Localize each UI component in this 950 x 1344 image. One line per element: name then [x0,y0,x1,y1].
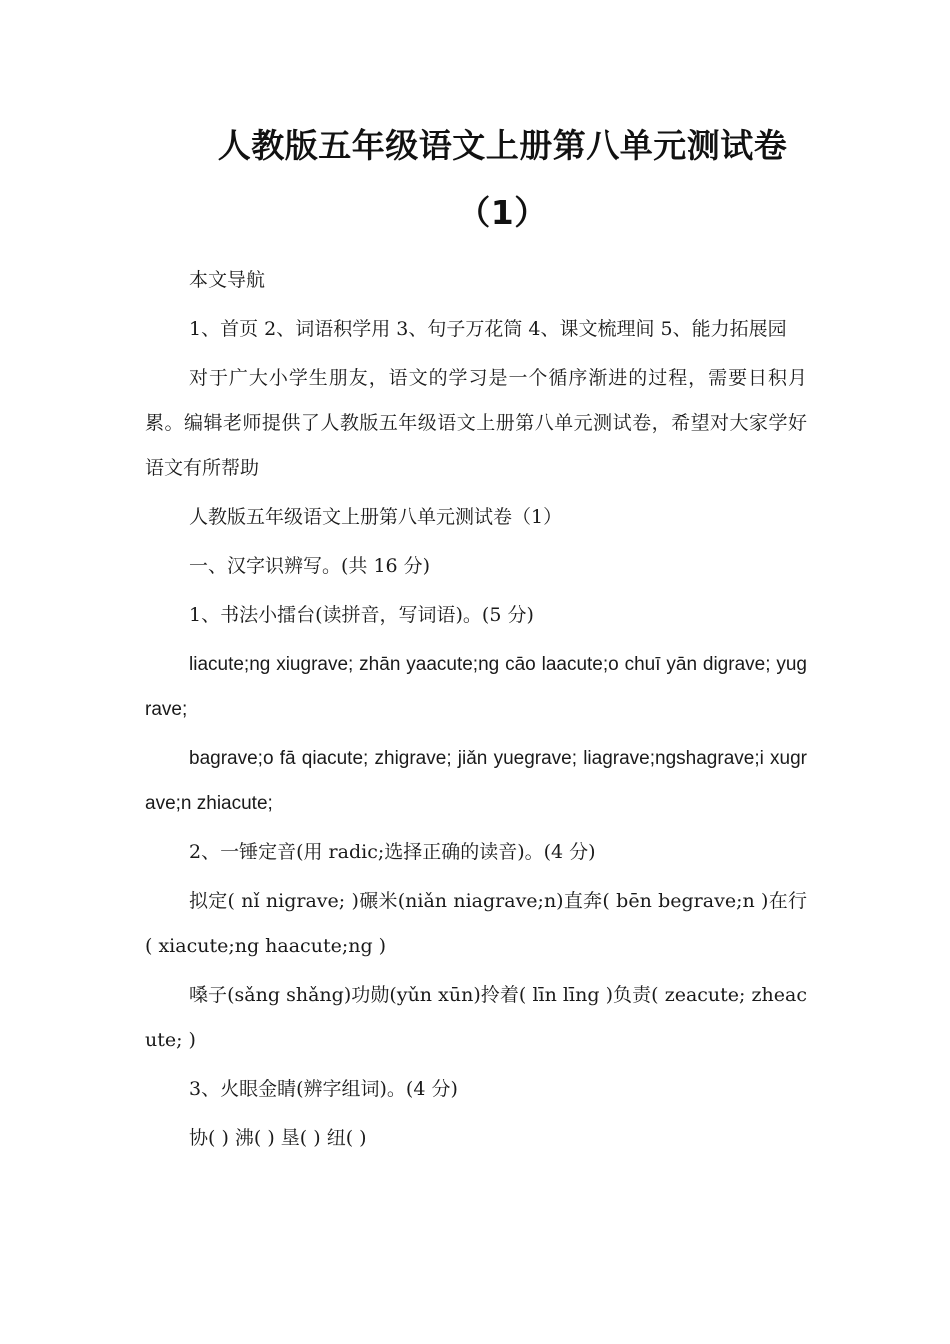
pinyin-line: bagrave;o fā qiacute; zhigrave; jiǎn yuegrave; liagrave;ngshagrave;i xugrave;n zhiacute; [145,748,807,814]
intro-paragraph: 对于广大小学生朋友，语文的学习是一个循序渐进的过程，需要日积月累。编辑老师提供了人教版五年级语文上册第八单元测试卷，希望对大家学好语文有所帮助 [145,367,807,479]
document-title-suffix: （1） [457,193,548,232]
question-item: 协( ) 沸( ) 垦( ) 纽( ) [189,1127,367,1149]
question-heading: 1、书法小擂台(读拼音，写词语)。(5 分) [189,604,534,626]
question-heading: 3、火眼金睛(辨字组词)。(4 分) [189,1078,458,1100]
question-item: 拟定( nǐ nigrave; )碾米(niǎn niagrave;n)直奔( bēn begrave;n )在行( xiacute;ng haacute;ng ) [145,890,807,957]
question-item: 嗓子(sǎng shǎng)功勋(yǔn xūn)拎着( līn līng )负责( zeacute; zheacute; ) [145,984,807,1051]
document-title: 人教版五年级语文上册第八单元测试卷 [217,126,788,165]
question-heading: 2、一锤定音(用 radic;选择正确的读音)。(4 分) [189,841,596,863]
nav-heading: 本文导航 [189,269,266,291]
pinyin-line: liacute;ng xiugrave; zhān yaacute;ng cāo laacute;o chuī yān digrave; yugrave; [145,654,807,720]
nav-links[interactable]: 1、首页 2、词语积学用 3、句子万花筒 4、课文梳理间 5、能力拓展园 [189,318,787,340]
section-heading: 一、汉字识辨写。(共 16 分) [189,555,431,577]
document-body [145,258,807,1165]
test-title-paragraph: 人教版五年级语文上册第八单元测试卷（1） [189,506,563,528]
